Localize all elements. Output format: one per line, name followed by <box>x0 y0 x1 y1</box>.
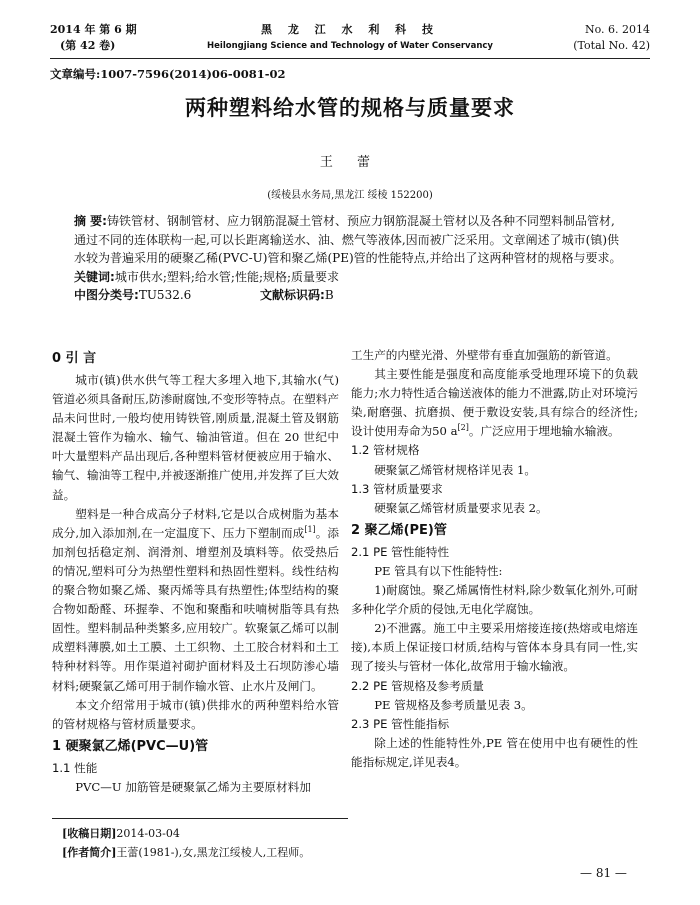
paragraph-text: 其主要性能是强度和高度能承受地理环境下的负载能力;水力特性适合输送液体的能力不泄露,防止对环境污染,耐磨强、抗磨损、便于敷设安装,具有综合的经济性;设计使用寿命为50 a <box>351 367 638 439</box>
keywords-line <box>74 268 626 287</box>
paragraph: 城市(镇)供水供气等工程大多埋入地下,其输水(气)管道必须具备耐压,防渗耐腐蚀,不变形等特点。在塑料产品未问世时,一般均使用铸铁管,刚质量,混凝土管及钢筋混凝土管作为输水、输气、输油管道。但在 20 世纪中叶大量塑料产品出现后,各种塑料管材便被应用于输水、输气、输油等工程中,并被逐渐推广使用,并发挥了巨大效益。 <box>52 373 339 502</box>
paragraph-text: 。添加剂包括稳定剂、润滑剂、增塑剂及填料等。依受热后的情况,塑料可分为热塑性塑料和热固性塑料。线性结构的聚合物如聚乙烯、聚丙烯等具有热塑性;体型结构的聚合物如酚醛、环握拳、不饱和聚酯和呋喃树脂等具有热固性。塑料制品种类繁多,应用较广。软聚氯乙烯可以制成塑料薄膜,如土工膜、土工织物、土工胶合材料和土工特种材料等。用作渠道衬砌护面材料及土石坝防渗心墙材料;硬聚氯乙烯可用于制作输水管、止水片及闸门。 <box>52 525 339 693</box>
affiliation: (绥棱县水务局,黑龙江 绥棱 152200) <box>267 190 433 201</box>
author-bio <box>62 843 310 862</box>
abstract-text: 铸铁管材、钢制管材、应力钢筋混凝土管材、预应力钢筋混凝土管材以及各种不同塑料制品管材,通过不同的连体联构一起,可以长距离输送水、油、燃气等液体,因而被广泛采用。文章阐述了城市(镇)供水较为普遍采用的硬聚乙稀(PVC-U)管和聚乙烯(PE)管的性能特点,并给出了这两种管材的规格与要求。 <box>74 214 622 266</box>
paragraph <box>52 505 339 696</box>
paragraph: 本文介绍常用于城市(镇)供排水的两种塑料给水管的管材规格与管材质量要求。 <box>52 697 339 731</box>
classification-line <box>74 286 626 305</box>
subsection-heading: 2.2 PE 管规格及参考质量 <box>351 678 484 693</box>
doc-code-value: B <box>324 288 334 303</box>
right-column <box>351 346 638 772</box>
paragraph-text: 塑料是一种合成高分子材料,它是以合成树脂为基本成分,加入添加剂,在一定温度下、压力下塑制而成 <box>52 506 339 540</box>
section-heading-pvc: 1 硬聚氯乙烯(PVC—U)管 <box>52 738 209 754</box>
section-heading-pe: 2 聚乙烯(PE)管 <box>351 522 447 538</box>
paragraph: 1)耐腐蚀。聚乙烯属惰性材料,除少数氧化剂外,可耐多种化学介质的侵蚀,无电化学腐蚀。 <box>351 583 638 617</box>
author-bio-label: [作者简介] <box>62 846 117 859</box>
keywords-label: 关键词: <box>74 269 115 284</box>
subsection-heading: 1.3 管材质量要求 <box>351 481 443 496</box>
subsection-heading: 2.3 PE 管性能指标 <box>351 716 450 731</box>
volume-line: (第 42 卷) <box>60 39 116 52</box>
paragraph-text: 。广泛应用于埋地输水输液。 <box>468 424 620 439</box>
author-name: 王 蕾 <box>319 155 381 170</box>
doc-code-label: 文献标识码: <box>260 288 325 303</box>
subsection-heading: 1.2 管材规格 <box>351 443 420 458</box>
left-column <box>52 346 339 797</box>
paragraph: 硬聚氯乙烯管材质量要求见表 2。 <box>374 500 548 515</box>
paper-title: 两种塑料给水管的规格与质量要求 <box>185 96 515 120</box>
citation-ref: [1] <box>304 524 316 534</box>
paragraph <box>351 365 638 441</box>
paragraph: PE 管规格及参考质量见表 3。 <box>374 697 533 712</box>
journal-name-cn: 黑 龙 江 水 利 科 技 <box>261 23 439 36</box>
total-line-en: (Total No. 42) <box>573 39 650 52</box>
section-heading-introduction: 0 引 言 <box>52 351 97 366</box>
paragraph: PVC—U 加筋管是硬聚氯乙烯为主要原材料加 <box>75 779 311 794</box>
keywords-text: 城市供水;塑料;给水管;性能;规格;质量要求 <box>114 269 340 284</box>
footnotes <box>62 824 310 862</box>
journal-name <box>50 22 650 54</box>
footnote-divider <box>52 818 348 819</box>
article-number: 文章编号:1007-7596(2014)06-0081-02 <box>50 67 286 81</box>
page-number: — 81 — <box>580 866 627 880</box>
abstract-block <box>74 212 626 305</box>
issue-line-en: No. 6. 2014 <box>584 23 650 36</box>
abstract-paragraph <box>74 212 626 268</box>
running-header <box>50 22 650 59</box>
paragraph: 除上述的性能特性外,PE 管在使用中也有硬性的性能指标规定,详见表4。 <box>351 735 638 769</box>
subsection-heading: 1.1 性能 <box>52 760 98 775</box>
paragraph: 工生产的内壁光滑、外壁带有垂直加强筋的新管道。 <box>351 348 618 362</box>
issue-line: 2014 年 第 6 期 <box>50 23 137 36</box>
clc-value: TU532.6 <box>138 288 192 303</box>
received-date <box>62 824 310 843</box>
paragraph: 硬聚氯乙烯管材规格详见表 1。 <box>374 462 536 477</box>
received-label: [收稿日期] <box>62 827 117 840</box>
paragraph: 2)不泄露。施工中主要采用熔接连接(热熔或电熔连接),本质上保证接口材质,结构与管体本身具有同一性,实现了接头与管材一体化,故常用于输水输液。 <box>351 621 638 674</box>
author-bio-text: 王蕾(1981-),女,黑龙江绥棱人,工程师。 <box>116 846 311 859</box>
document-code <box>260 286 334 305</box>
paragraph: PE 管具有以下性能特性: <box>374 563 503 578</box>
abstract-label: 摘 要: <box>74 214 107 228</box>
journal-name-en: Heilongjiang Science and Technology of Water Conservancy <box>207 41 493 51</box>
issue-info-en <box>573 22 650 54</box>
clc-code <box>74 286 260 305</box>
subsection-heading: 2.1 PE 管性能特性 <box>351 544 450 559</box>
received-value: 2014-03-04 <box>116 827 180 840</box>
citation-ref: [2] <box>457 423 469 433</box>
clc-label: 中图分类号: <box>74 288 139 303</box>
